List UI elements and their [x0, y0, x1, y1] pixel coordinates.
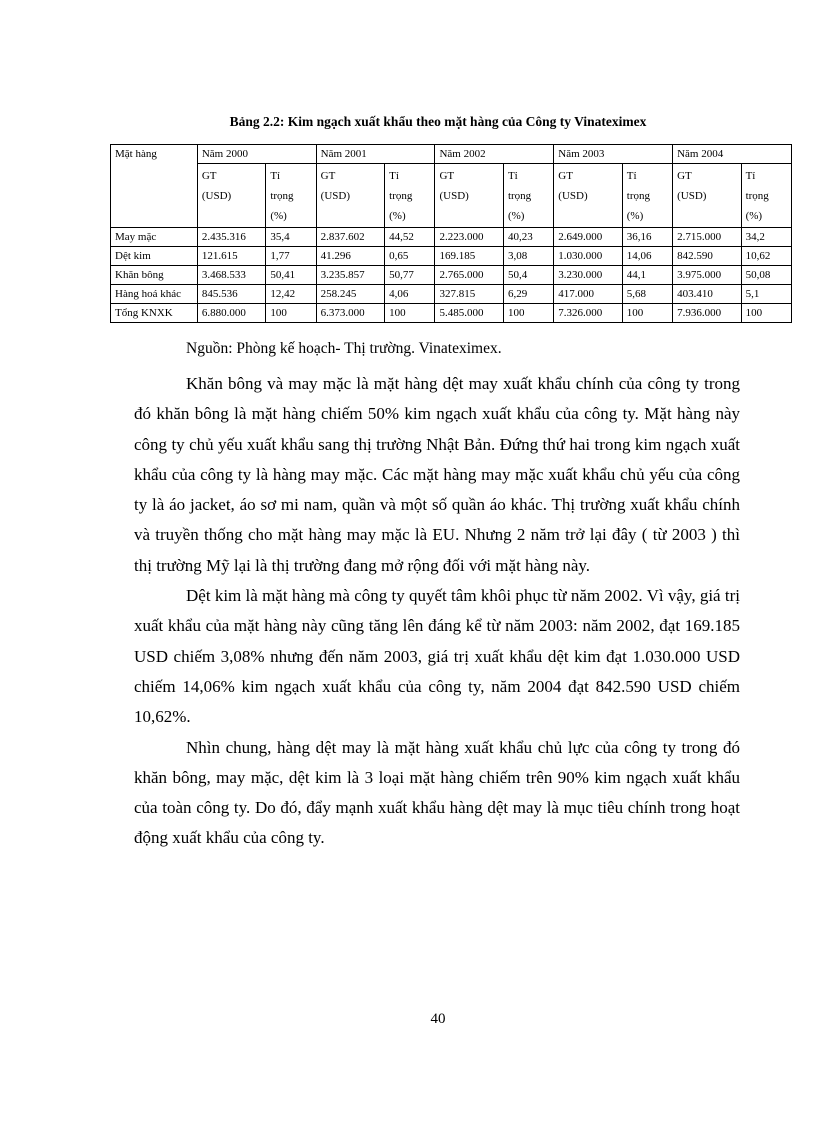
paragraph: Nhìn chung, hàng dệt may là mặt hàng xuất khẩu chủ lực của công ty trong đó khăn bông, may mặc, dệt kim là 3 loại mặt hàng chiếm trên 90% kim ngạch xuất khẩu của toàn công ty. Do đó, đẩy mạnh xuất khẩu hàng dệt may là mục tiêu chính trong hoạt động xuất khẩu của công ty.: [134, 737, 740, 848]
table-cell: 2.715.000: [673, 228, 741, 247]
table-cell: 3.975.000: [673, 266, 741, 285]
table-cell: 2.649.000: [554, 228, 622, 247]
table-cell: 3.235.857: [316, 266, 384, 285]
table-cell: 7.936.000: [673, 304, 741, 323]
subheader-gt: GT (USD): [197, 164, 265, 228]
table-cell: 169.185: [435, 247, 503, 266]
table-cell: 100: [622, 304, 672, 323]
body-text: [134, 369, 740, 854]
table-cell: 12,42: [266, 285, 316, 304]
subheader-share: Tỉ trọng (%): [266, 164, 316, 228]
table-subheader-row: [111, 164, 792, 228]
table-cell: 842.590: [673, 247, 741, 266]
table-cell: 845.536: [197, 285, 265, 304]
table-caption: Bảng 2.2: Kim ngạch xuất khẩu theo mặt hàng của Công ty Vinateximex: [229, 114, 647, 129]
table-cell: 50,41: [266, 266, 316, 285]
source-note: Nguồn: Phòng kế hoạch- Thị trường. Vinateximex.: [186, 340, 502, 357]
row-label: Dệt kim: [111, 247, 198, 266]
header-year: Năm 2004: [673, 145, 792, 164]
table-cell: 3,08: [503, 247, 553, 266]
page-number: 40: [430, 1011, 446, 1027]
table-cell: 44,52: [385, 228, 435, 247]
table-cell: 5,1: [741, 285, 791, 304]
header-year: Năm 2001: [316, 145, 435, 164]
row-label: Khăn bông: [111, 266, 198, 285]
table-cell: 100: [385, 304, 435, 323]
subheader-gt: GT (USD): [316, 164, 384, 228]
table-cell: 3.230.000: [554, 266, 622, 285]
table-cell: 2.223.000: [435, 228, 503, 247]
table-cell: 2.435.316: [197, 228, 265, 247]
table-cell: 1,77: [266, 247, 316, 266]
table-cell: 41.296: [316, 247, 384, 266]
table-cell: 36,16: [622, 228, 672, 247]
table-cell: 44,1: [622, 266, 672, 285]
subheader-share: Tỉ trọng (%): [385, 164, 435, 228]
table-row: [111, 285, 792, 304]
table-cell: 1.030.000: [554, 247, 622, 266]
paragraph: Dệt kim là mặt hàng mà công ty quyết tâm khôi phục từ năm 2002. Vì vậy, giá trị xuất khẩu của mặt hàng này cũng tăng lên đáng kể từ năm 2003: năm 2002, đạt 169.185 USD chiếm 3,08% nhưng đến năm 2003, giá trị xuất khẩu dệt kim đạt 1.030.000 USD chiếm 14,06% kim ngạch xuất khẩu của công ty, năm 2004 đạt 842.590 USD chiếm 10,62%.: [134, 586, 740, 727]
table-cell: 100: [741, 304, 791, 323]
subheader-gt: GT (USD): [673, 164, 741, 228]
subheader-gt: GT (USD): [554, 164, 622, 228]
subheader-share: Tỉ trọng (%): [622, 164, 672, 228]
row-label: May mặc: [111, 228, 198, 247]
table-header-row: [111, 145, 792, 164]
export-table: [110, 144, 792, 323]
table-cell: 50,4: [503, 266, 553, 285]
table-cell: 403.410: [673, 285, 741, 304]
header-item: Mặt hàng: [111, 145, 198, 228]
table-cell: 6.880.000: [197, 304, 265, 323]
table-cell: 7.326.000: [554, 304, 622, 323]
table-cell: 2.837.602: [316, 228, 384, 247]
table-cell: 40,23: [503, 228, 553, 247]
header-year: Năm 2002: [435, 145, 554, 164]
table-cell: 4,06: [385, 285, 435, 304]
table-cell: 100: [503, 304, 553, 323]
table-cell: 34,2: [741, 228, 791, 247]
table-row: [111, 266, 792, 285]
subheader-share: Tỉ trọng (%): [503, 164, 553, 228]
table-cell: 10,62: [741, 247, 791, 266]
table-cell: 6.373.000: [316, 304, 384, 323]
table-cell: 5,68: [622, 285, 672, 304]
table-cell: 6,29: [503, 285, 553, 304]
table-total-row: [111, 304, 792, 323]
table-cell: 35,4: [266, 228, 316, 247]
table-cell: 258.245: [316, 285, 384, 304]
table-cell: 417.000: [554, 285, 622, 304]
table-row: [111, 247, 792, 266]
row-label: Tổng KNXK: [111, 304, 198, 323]
table-cell: 121.615: [197, 247, 265, 266]
table-cell: 50,08: [741, 266, 791, 285]
table-cell: 5.485.000: [435, 304, 503, 323]
paragraph: Khăn bông và may mặc là mặt hàng dệt may xuất khẩu chính của công ty trong đó khăn bông là mặt hàng chiếm 50% kim ngạch xuất khẩu của công ty. Mặt hàng này công ty chủ yếu xuất khẩu sang thị trường Nhật Bản. Đứng thứ hai trong kim ngạch xuất khẩu của công ty là hàng may mặc. Các mặt hàng may mặc xuất khẩu chủ yếu của công ty là áo jacket, áo sơ mi nam, quần và một số quần áo khác. Thị trường xuất khẩu chính và truyền thống cho mặt hàng may mặc là EU. Nhưng 2 năm trở lại đây ( từ 2003 ) thì thị trường Mỹ lại là thị trường đang mở rộng đối với mặt hàng này.: [134, 374, 740, 575]
table-cell: 50,77: [385, 266, 435, 285]
row-label: Hàng hoá khác: [111, 285, 198, 304]
table-cell: 100: [266, 304, 316, 323]
subheader-gt: GT (USD): [435, 164, 503, 228]
header-year: Năm 2003: [554, 145, 673, 164]
table-cell: 327.815: [435, 285, 503, 304]
table-cell: 0,65: [385, 247, 435, 266]
subheader-share: Tỉ trọng (%): [741, 164, 791, 228]
table-cell: 2.765.000: [435, 266, 503, 285]
table-cell: 14,06: [622, 247, 672, 266]
table-cell: 3.468.533: [197, 266, 265, 285]
table-row: [111, 228, 792, 247]
header-year: Năm 2000: [197, 145, 316, 164]
